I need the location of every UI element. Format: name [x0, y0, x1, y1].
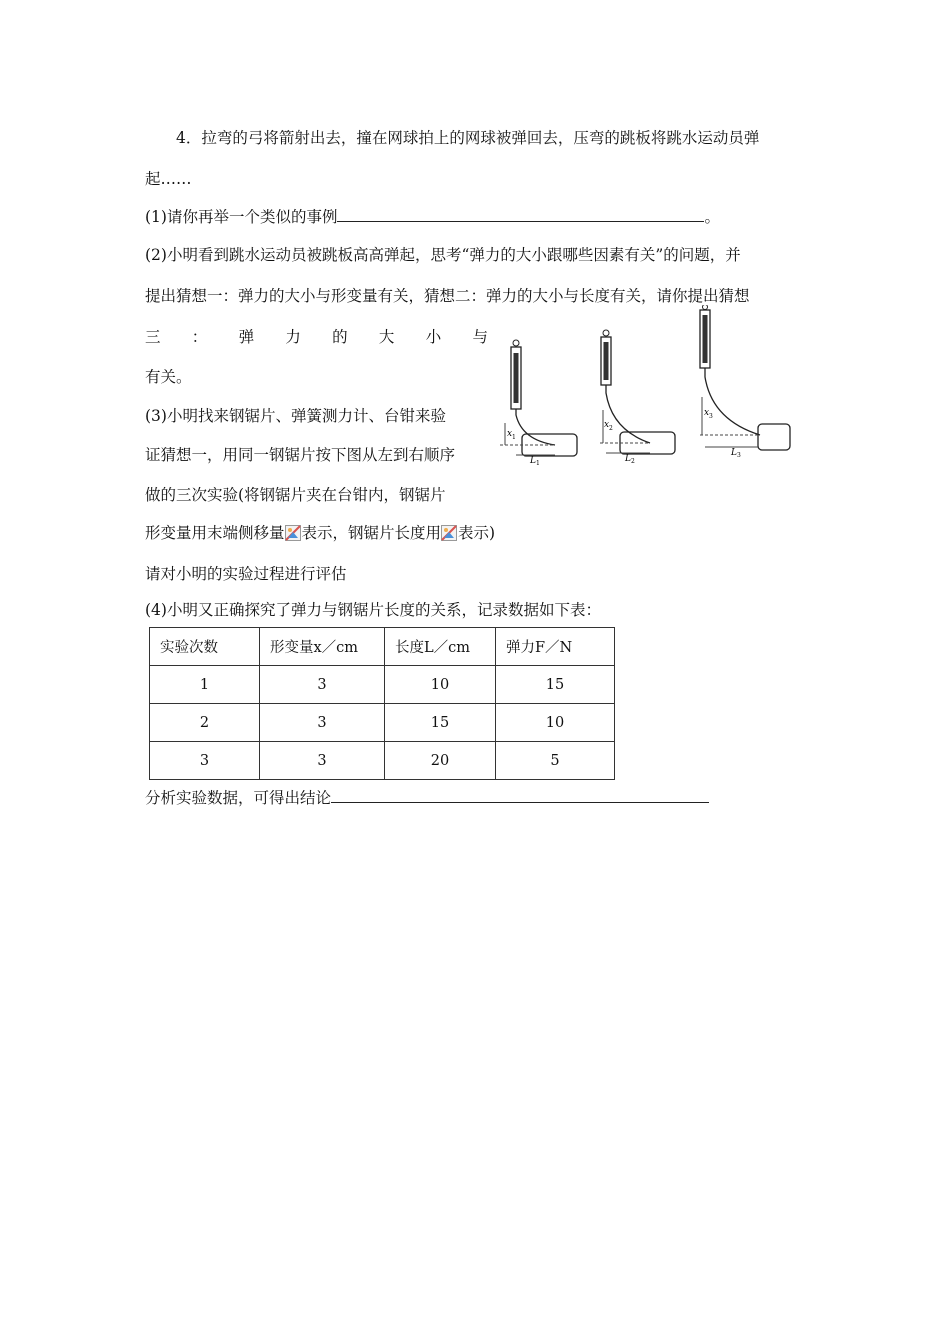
table-cell: 10	[496, 704, 615, 742]
line-part1	[145, 205, 720, 227]
table-header: 长度L／cm	[385, 628, 496, 666]
table-cell: 15	[385, 704, 496, 742]
table-row	[150, 742, 615, 780]
spread-char: 的	[332, 328, 348, 346]
spread-char: ：	[191, 328, 208, 346]
broken-image-icon	[441, 525, 457, 541]
line-conclusion	[145, 786, 709, 808]
answer-blank-1[interactable]	[337, 205, 704, 222]
setup-1	[500, 340, 577, 465]
spread-char: 小	[425, 328, 442, 346]
line-part3-2: 证猜想一，用同一钢锯片按下图从左到右顺序	[145, 446, 456, 464]
label-l3-sub: 3	[737, 452, 741, 459]
part1-prompt: (1)请你再举一个类似的事例	[145, 208, 338, 226]
setup-3	[700, 305, 790, 459]
line-part2-2: 提出猜想一：弹力的大小与形变量有关，猜想二：弹力的大小与长度有关，请你提出猜想	[145, 287, 750, 305]
table-row	[150, 666, 615, 704]
experiment-figure	[500, 305, 800, 465]
line-intro-2: 起……	[145, 170, 192, 188]
line-part2-1: (2)小明看到跳水运动员被跳板高高弹起，思考“弹力的大小跟哪些因素有关”的问题，并	[145, 246, 741, 264]
table-cell: 10	[385, 666, 496, 704]
table-cell: 3	[260, 742, 385, 780]
table-cell: 15	[496, 666, 615, 704]
table-cell: 5	[496, 742, 615, 780]
line-part4: (4)小明又正确探究了弹力与钢锯片长度的关系，记录数据如下表：	[145, 601, 601, 619]
label-x1-sub: 1	[512, 434, 516, 441]
broken-image-icon	[285, 525, 301, 541]
conclusion-prompt: 分析实验数据，可得出结论	[145, 789, 332, 807]
label-x3-sub: 3	[709, 413, 713, 420]
label-x3: x	[704, 408, 710, 418]
table-cell: 1	[150, 666, 260, 704]
table-header: 实验次数	[150, 628, 260, 666]
spread-char: 大	[378, 328, 395, 346]
part1-end: 。	[704, 208, 720, 226]
part3-text-a: 形变量用末端侧移量	[145, 524, 285, 542]
line-part3-1: (3)小明找来钢锯片、弹簧测力计、台钳来验	[145, 407, 446, 425]
part3-text-b: 表示，钢锯片长度用	[301, 524, 442, 542]
table-cell: 3	[260, 704, 385, 742]
table-cell: 2	[150, 704, 260, 742]
part3-text-c: 表示)	[458, 524, 496, 542]
line-part3-3: 做的三次实验(将钢锯片夹在台钳内，钢锯片	[145, 486, 446, 504]
label-l2: L	[625, 454, 631, 464]
table-header: 形变量x／cm	[260, 628, 385, 666]
line-part2-4: 有关。	[145, 368, 192, 386]
spread-char: 三	[145, 328, 161, 346]
setup-2	[600, 330, 675, 465]
spread-char: 与	[472, 328, 488, 346]
table-cell: 20	[385, 742, 496, 780]
table-header: 弹力F／N	[496, 628, 615, 666]
spread-char: 弹	[238, 328, 255, 346]
label-l1-sub: 1	[536, 460, 540, 465]
table-cell: 3	[260, 666, 385, 704]
label-x2-sub: 2	[609, 425, 613, 432]
table-header-row	[150, 628, 615, 666]
table-row	[150, 704, 615, 742]
line-part3-5: 请对小明的实验过程进行评估	[145, 565, 347, 583]
label-x2: x	[604, 420, 610, 430]
label-l3: L	[731, 448, 737, 458]
line-part3-4	[145, 521, 495, 543]
line-intro-1: 4．拉弯的弓将箭射出去，撞在网球拍上的网球被弹回去，压弯的跳板将跳水运动员弹	[176, 129, 760, 147]
answer-blank-conclusion[interactable]	[331, 786, 709, 803]
spread-char: 力	[285, 328, 301, 346]
label-x1: x	[507, 429, 513, 439]
label-l2-sub: 2	[631, 458, 635, 465]
data-table	[149, 627, 615, 780]
table-cell: 3	[150, 742, 260, 780]
label-l1: L	[530, 456, 536, 465]
line-part2-3	[145, 325, 488, 347]
